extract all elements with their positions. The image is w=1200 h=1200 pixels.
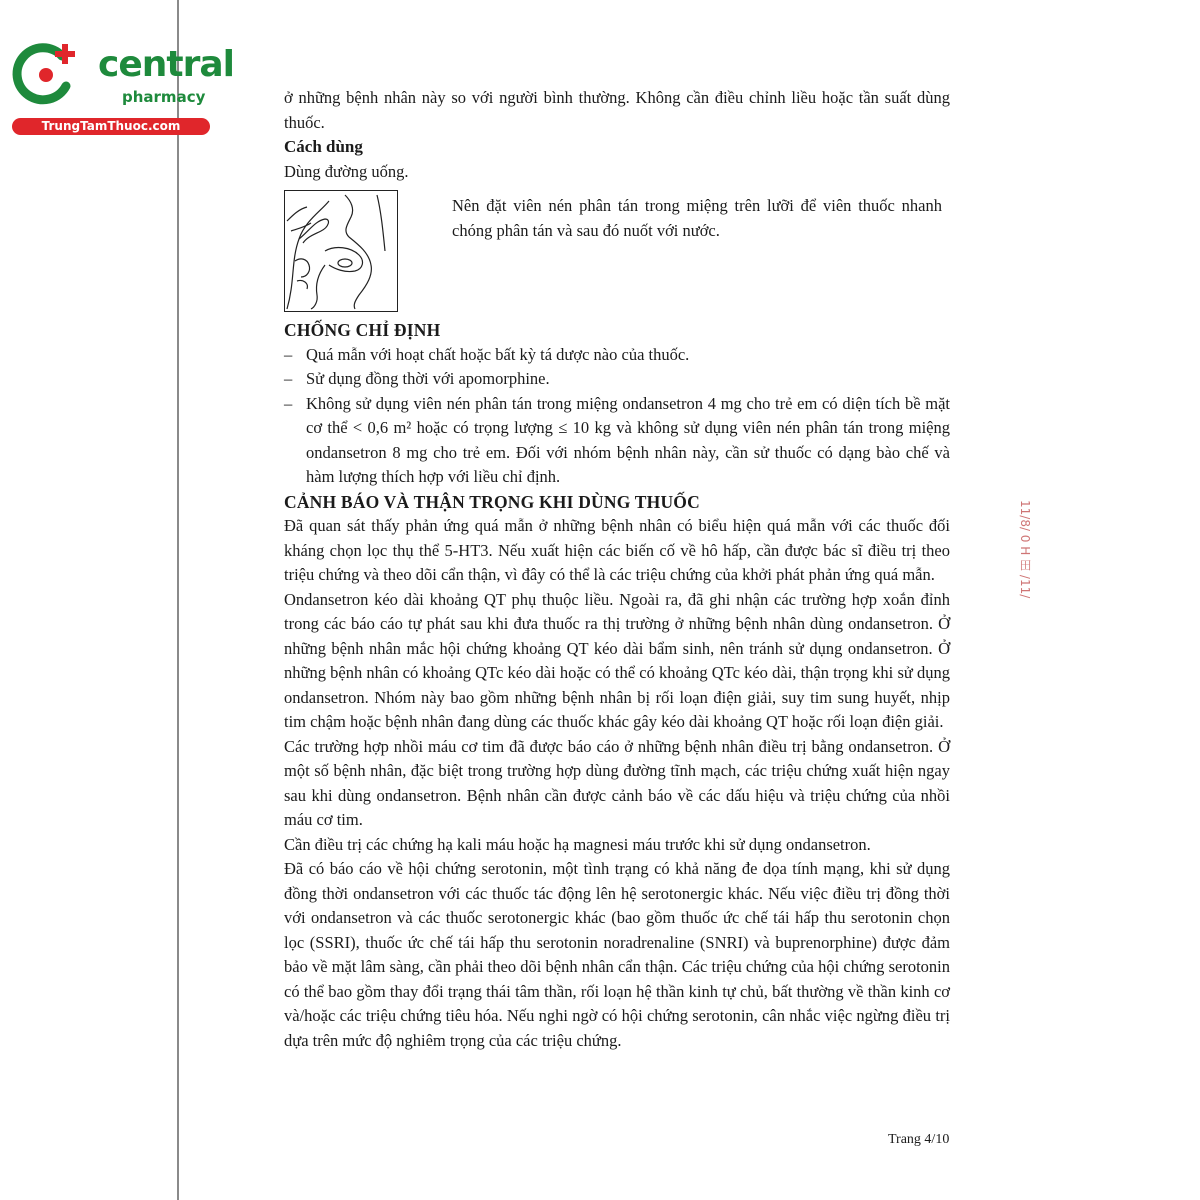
warnings-paragraph: Cần điều trị các chứng hạ kali máu hoặc hạ magnesi máu trước khi sử dụng ondansetron. xyxy=(284,834,871,854)
warnings-paragraph: Các trường hợp nhồi máu cơ tim đã được báo cáo ở những bệnh nhân điều trị bằng ondansetron. Ở một số bệnh nhân, đặc biệt trong trường hợp dùng đường tĩnh mạch, các triệu chứng xuất hiện ngay sau khi dùng ondansetron. Bệnh nhân cần được cảnh báo về các dấu hiệu và triệu chứng của nhồi máu cơ tim. xyxy=(284,736,950,829)
logo-subtitle: pharmacy xyxy=(122,88,206,106)
usage-route: Dùng đường uống. xyxy=(284,161,409,181)
usage-figure-row xyxy=(284,190,950,312)
mouth-tablet-icon xyxy=(285,191,397,311)
warnings-heading: CẢNH BÁO VÀ THẬN TRỌNG KHI DÙNG THUỐC xyxy=(284,491,700,512)
central-pharmacy-logo[interactable] xyxy=(10,38,234,138)
page-margin-line xyxy=(177,0,179,1200)
contraindications-heading: CHỐNG CHỈ ĐỊNH xyxy=(284,320,441,340)
list-item: – Không sử dụng viên nén phân tán trong miệng ondansetron 4 mg cho trẻ em có diện tích bề mặt cơ thể < 0,6 m² hoặc có trọng lượng ≤ 10 kg và không sử dụng viên nén phân tán trong miệng ondansetron 8 mg cho trẻ em. Đối với nhóm bệnh nhân này, cần sử thuốc có dạng bào chế và hàm lượng thích hợp với liều chỉ định. xyxy=(284,392,950,490)
contraindications-list xyxy=(284,343,950,490)
document-body xyxy=(284,86,950,1053)
warnings-paragraph: Đã quan sát thấy phản ứng quá mẫn ở những bệnh nhân có biểu hiện quá mẫn với các thuốc đối kháng chọn lọc thụ thể 5-HT3. Nếu xuất hiện các biến cố về hô hấp, cần được bác sĩ điều trị theo triệu chứng và theo dõi cẩn thận, vì đây có thể là các triệu chứng của khởi phát phản ứng quá mẫn. xyxy=(284,516,950,584)
page-number: Trang 4/10 xyxy=(888,1132,950,1147)
logo-url-badge: TrungTamThuoc.com xyxy=(12,118,210,135)
warnings-paragraph: Đã có báo cáo về hội chứng serotonin, một tình trạng có khả năng đe dọa tính mạng, khi sử dụng đồng thời ondansetron với các thuốc tác động lên hệ serotonergic khác. Nếu việc điều trị đồng thời với ondansetron và các thuốc serotonergic khác (bao gồm thuốc ức chế tái hấp thu serotonin chọn lọc (SSRI), thuốc ức chế tái hấp thu serotonin noradrenaline (SNRI) và buprenorphine) được đảm bảo về mặt lâm sàng, cần phải theo dõi bệnh nhân cẩn thận. Các triệu chứng của hội chứng serotonin có thể bao gồm thay đổi trạng thái tâm thần, rối loạn hệ thần kinh tự chủ, bất thường về thần kinh cơ và/hoặc các triệu chứng tiêu hóa. Nếu nghi ngờ có hội chứng serotonin, cân nhắc việc ngừng điều trị dựa trên mức độ nghiêm trọng của các triệu chứng. xyxy=(284,859,950,1050)
logo-name: central xyxy=(98,44,234,85)
tongue-tablet-illustration xyxy=(284,190,398,312)
list-item: – Sử dụng đồng thời với apomorphine. xyxy=(284,367,950,392)
usage-heading: Cách dùng xyxy=(284,137,363,156)
intro-paragraph: ở những bệnh nhân này so với người bình thường. Không cần điều chỉnh liều hoặc tần suất dùng thuốc. xyxy=(284,88,950,132)
warnings-paragraph: Ondansetron kéo dài khoảng QT phụ thuộc liều. Ngoài ra, đã ghi nhận các trường hợp xoắn đỉnh trong các báo cáo tự phát sau khi đưa thuốc ra thị trường ở những bệnh nhân dùng ondansetron. Ở những bệnh nhân mắc hội chứng khoảng QT kéo dài bẩm sinh, nên tránh sử dụng ondansetron. Ở những bệnh nhân có khoảng QTc kéo dài hoặc có thể có khoảng QTc kéo dài, thận trọng khi sử dụng ondansetron. Nhóm này bao gồm những bệnh nhân bị rối loạn điện giải, suy tim sung huyết, nhịp tim chậm hoặc bệnh nhân đang dùng các thuốc khác gây kéo dài khoảng QT hoặc rối loạn điện giải. xyxy=(284,589,950,731)
list-item: – Quá mẫn với hoạt chất hoặc bất kỳ tá dược nào của thuốc. xyxy=(284,343,950,368)
pharmacy-cross-icon xyxy=(10,38,82,110)
figure-caption: Nên đặt viên nén phân tán trong miệng trên lưỡi để viên thuốc nhanh chóng phân tán và sau đó nuốt với nước. xyxy=(452,196,942,240)
margin-stamp-marks: 11/8/ 0 H 田 /11/ xyxy=(1018,500,1032,599)
